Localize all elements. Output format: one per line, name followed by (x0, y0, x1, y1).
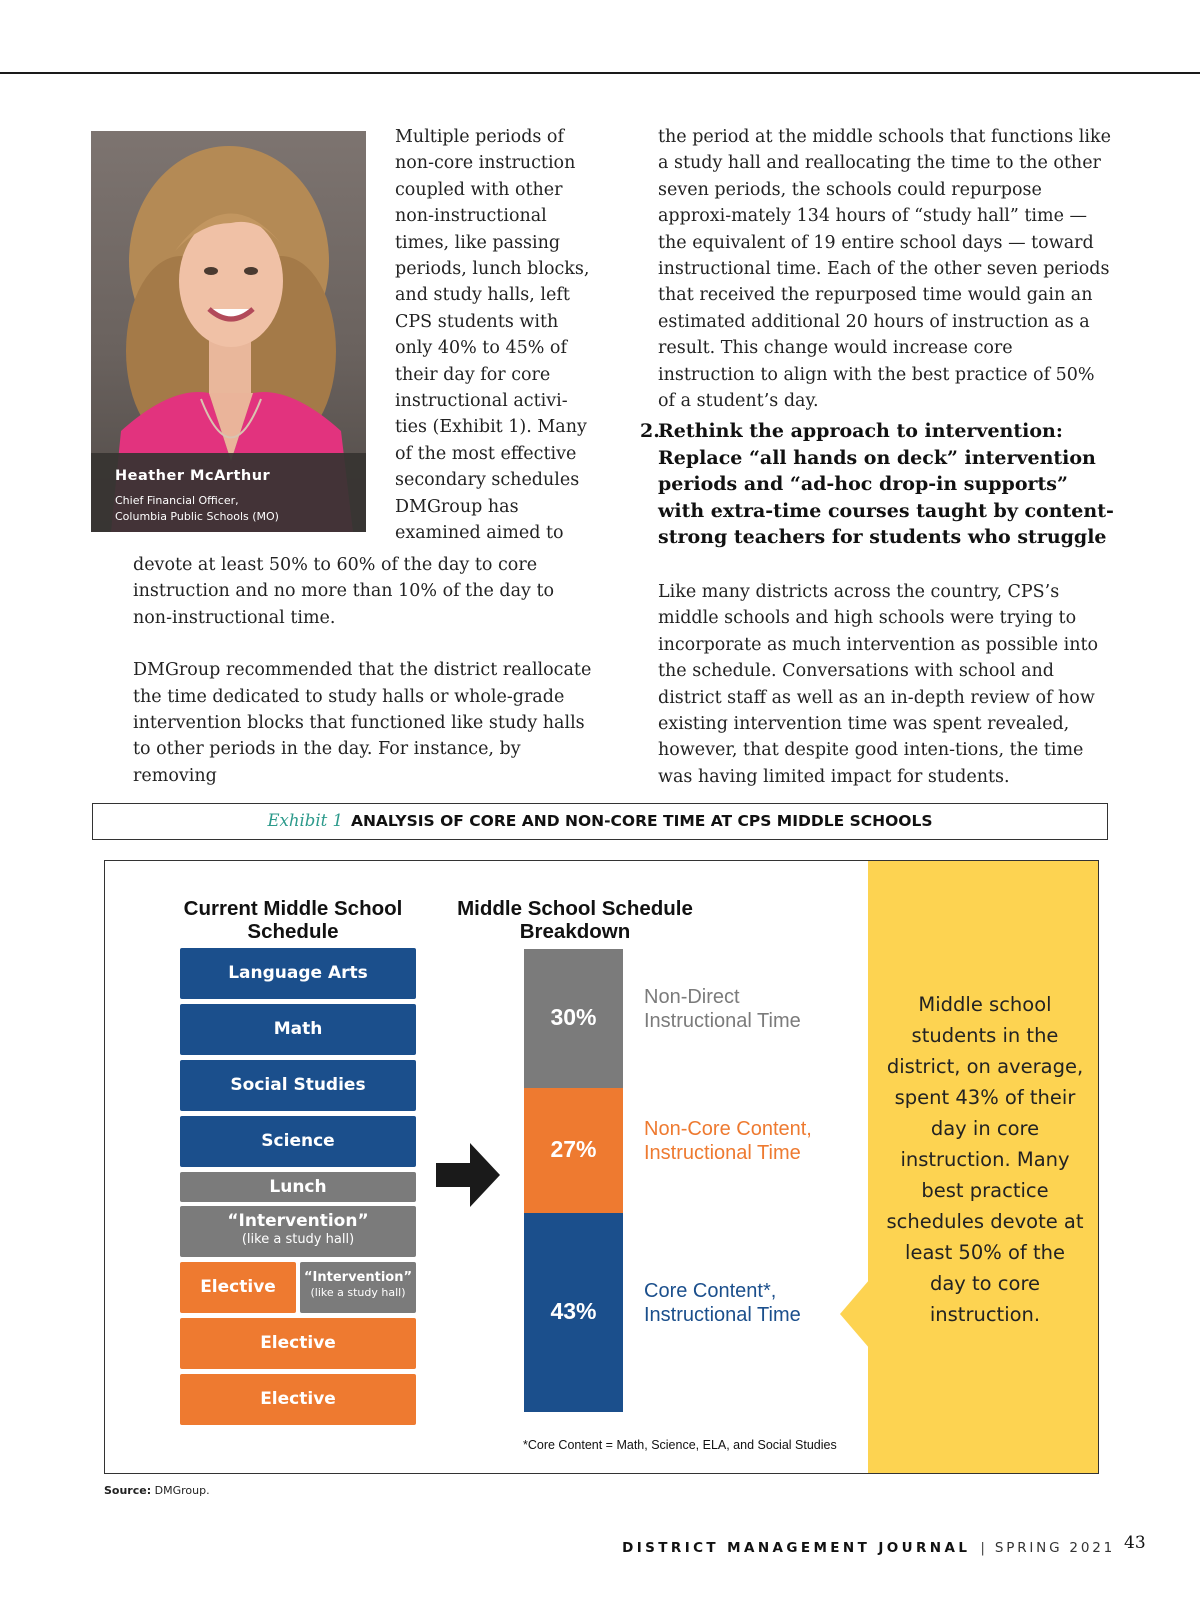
photo-caption (91, 453, 366, 532)
schedule-block-sublabel: (like a study hall) (241, 1232, 355, 1247)
article-narrow-column (395, 124, 595, 547)
bar-segment (524, 1088, 623, 1213)
schedule-block-label: Science (261, 1131, 335, 1151)
source-note (104, 1484, 210, 1497)
schedule-block-label: Language Arts (228, 963, 368, 983)
bar-segment-label: Non-Direct Instructional Time (644, 986, 801, 1032)
schedule-block-label: Math (273, 1019, 323, 1039)
header-rule (0, 72, 1200, 74)
journal-name: DISTRICT MANAGEMENT JOURNAL (622, 1540, 971, 1556)
schedule-block-label: Lunch (269, 1177, 327, 1197)
bar-segment-label: Core Content*, Instructional Time (644, 1280, 801, 1326)
caption-name: Heather McArthur (115, 468, 271, 484)
schedule-block-label: Elective (260, 1333, 336, 1353)
exhibit-figure (104, 860, 1099, 1474)
schedule-block (180, 1172, 416, 1202)
schedule-block (180, 1318, 416, 1369)
left-paragraph-1: devote at least 50% to 60% of the day to core instruction and no more than 10% of the day to non-instructional time. (133, 555, 555, 628)
page-footer (622, 1540, 1115, 1556)
page-number: 43 (1124, 1533, 1146, 1553)
section-heading-number: 2. (640, 420, 660, 442)
schedule-block (180, 1374, 416, 1425)
schedule-block (180, 1116, 416, 1167)
schedule-block (300, 1262, 416, 1313)
caption-title-line2: Columbia Public Schools (MO) (115, 510, 279, 523)
left-paragraph-2: DMGroup recommended that the district reallocate the time dedicated to study halls or whole-grade intervention blocks that functioned like study halls to other periods in the day. For instance, by removing (133, 660, 592, 786)
right-paragraph-1: the period at the middle schools that functions like a study hall and reallocating the time to the other seven periods, the schools could repurpose approxi-mately 134 hours of “study hall” time — the equivalent of 19 entire school days — toward instructional time. Each of the other seven periods that received the repurposed time would gain an estimated additional 20 hours of instruction as a result. This change would increase core instruction to align with the best practice of 50% of a student’s day. (658, 127, 1111, 412)
source-text: DMGroup. (154, 1484, 210, 1497)
exhibit-title-bar (92, 803, 1108, 840)
callout-pointer (840, 1279, 870, 1349)
article-right-column-2 (658, 579, 1114, 790)
footer-separator: | (980, 1540, 985, 1556)
schedule-block (180, 1004, 416, 1055)
schedule-block (180, 1060, 416, 1111)
issue-season: SPRING 2021 (994, 1540, 1115, 1556)
section-heading-text: Rethink the approach to intervention: Replace “all hands on deck” intervention periods and “ad-hoc drop-in supports” with extra-time courses taught by content-strong teachers for students who struggle (658, 420, 1114, 548)
caption-role (115, 493, 279, 525)
exhibit-label: Exhibit 1 (267, 811, 343, 830)
right-paragraph-2: Like many districts across the country, CPS’s middle schools and high schools were trying to incorporate as much intervention as possible into the schedule. Conversations with school and district staff as well as an in-depth review of how existing intervention time was spent revealed, however, that despite good inten-tions, the time was having limited impact for students. (658, 582, 1099, 787)
schedule-heading: Current Middle School Schedule (183, 897, 403, 943)
schedule-block-label: Social Studies (230, 1075, 366, 1095)
chart-footnote: *Core Content = Math, Science, ELA, and Social Studies (523, 1438, 837, 1452)
callout-text: Middle school students in the district, on average, spent 43% of their day in core instruction. Many best practice schedules devote at least 50% of the day to core instruction. (886, 993, 1084, 1326)
bar-segment-value: 30% (550, 1004, 597, 1030)
schedule-block-sublabel: (like a study hall) (310, 1286, 406, 1299)
schedule-block (180, 1206, 416, 1257)
schedule-block-label: Elective (200, 1277, 276, 1297)
bar-segment-label: Non-Core Content, Instructional Time (644, 1118, 812, 1164)
bar-segment (524, 949, 623, 1088)
schedule-block (180, 1262, 296, 1313)
schedule-block-label: Elective (260, 1389, 336, 1409)
caption-title-line1: Chief Financial Officer, (115, 494, 239, 507)
narrow-paragraph: Multiple periods of non-core instruction coupled with other non-instructional times, like passing periods, lunch blocks, and study halls, left CPS students with only 40% to 45% of their day for core instructional activi-ties (Exhibit 1). Many of the most effective secondary schedules DMGroup has examined aimed to (395, 127, 590, 544)
schedule-block (180, 948, 416, 999)
article-right-column (658, 124, 1114, 414)
exhibit-title: ANALYSIS OF CORE AND NON-CORE TIME AT CPS MIDDLE SCHOOLS (350, 812, 933, 830)
bar-segment (524, 1213, 623, 1412)
schedule-block-label: “Intervention” (227, 1211, 369, 1231)
breakdown-heading: Middle School Schedule Breakdown (457, 897, 693, 943)
bar-segment-value: 27% (550, 1136, 597, 1162)
portrait-photo (91, 131, 366, 532)
schedule-block-label: “Intervention” (303, 1270, 413, 1285)
bar-segment-value: 43% (550, 1298, 597, 1324)
source-label: Source: (104, 1484, 152, 1497)
article-left-column (133, 552, 593, 789)
right-arrow-icon (436, 1143, 502, 1207)
section-heading (640, 418, 1115, 551)
